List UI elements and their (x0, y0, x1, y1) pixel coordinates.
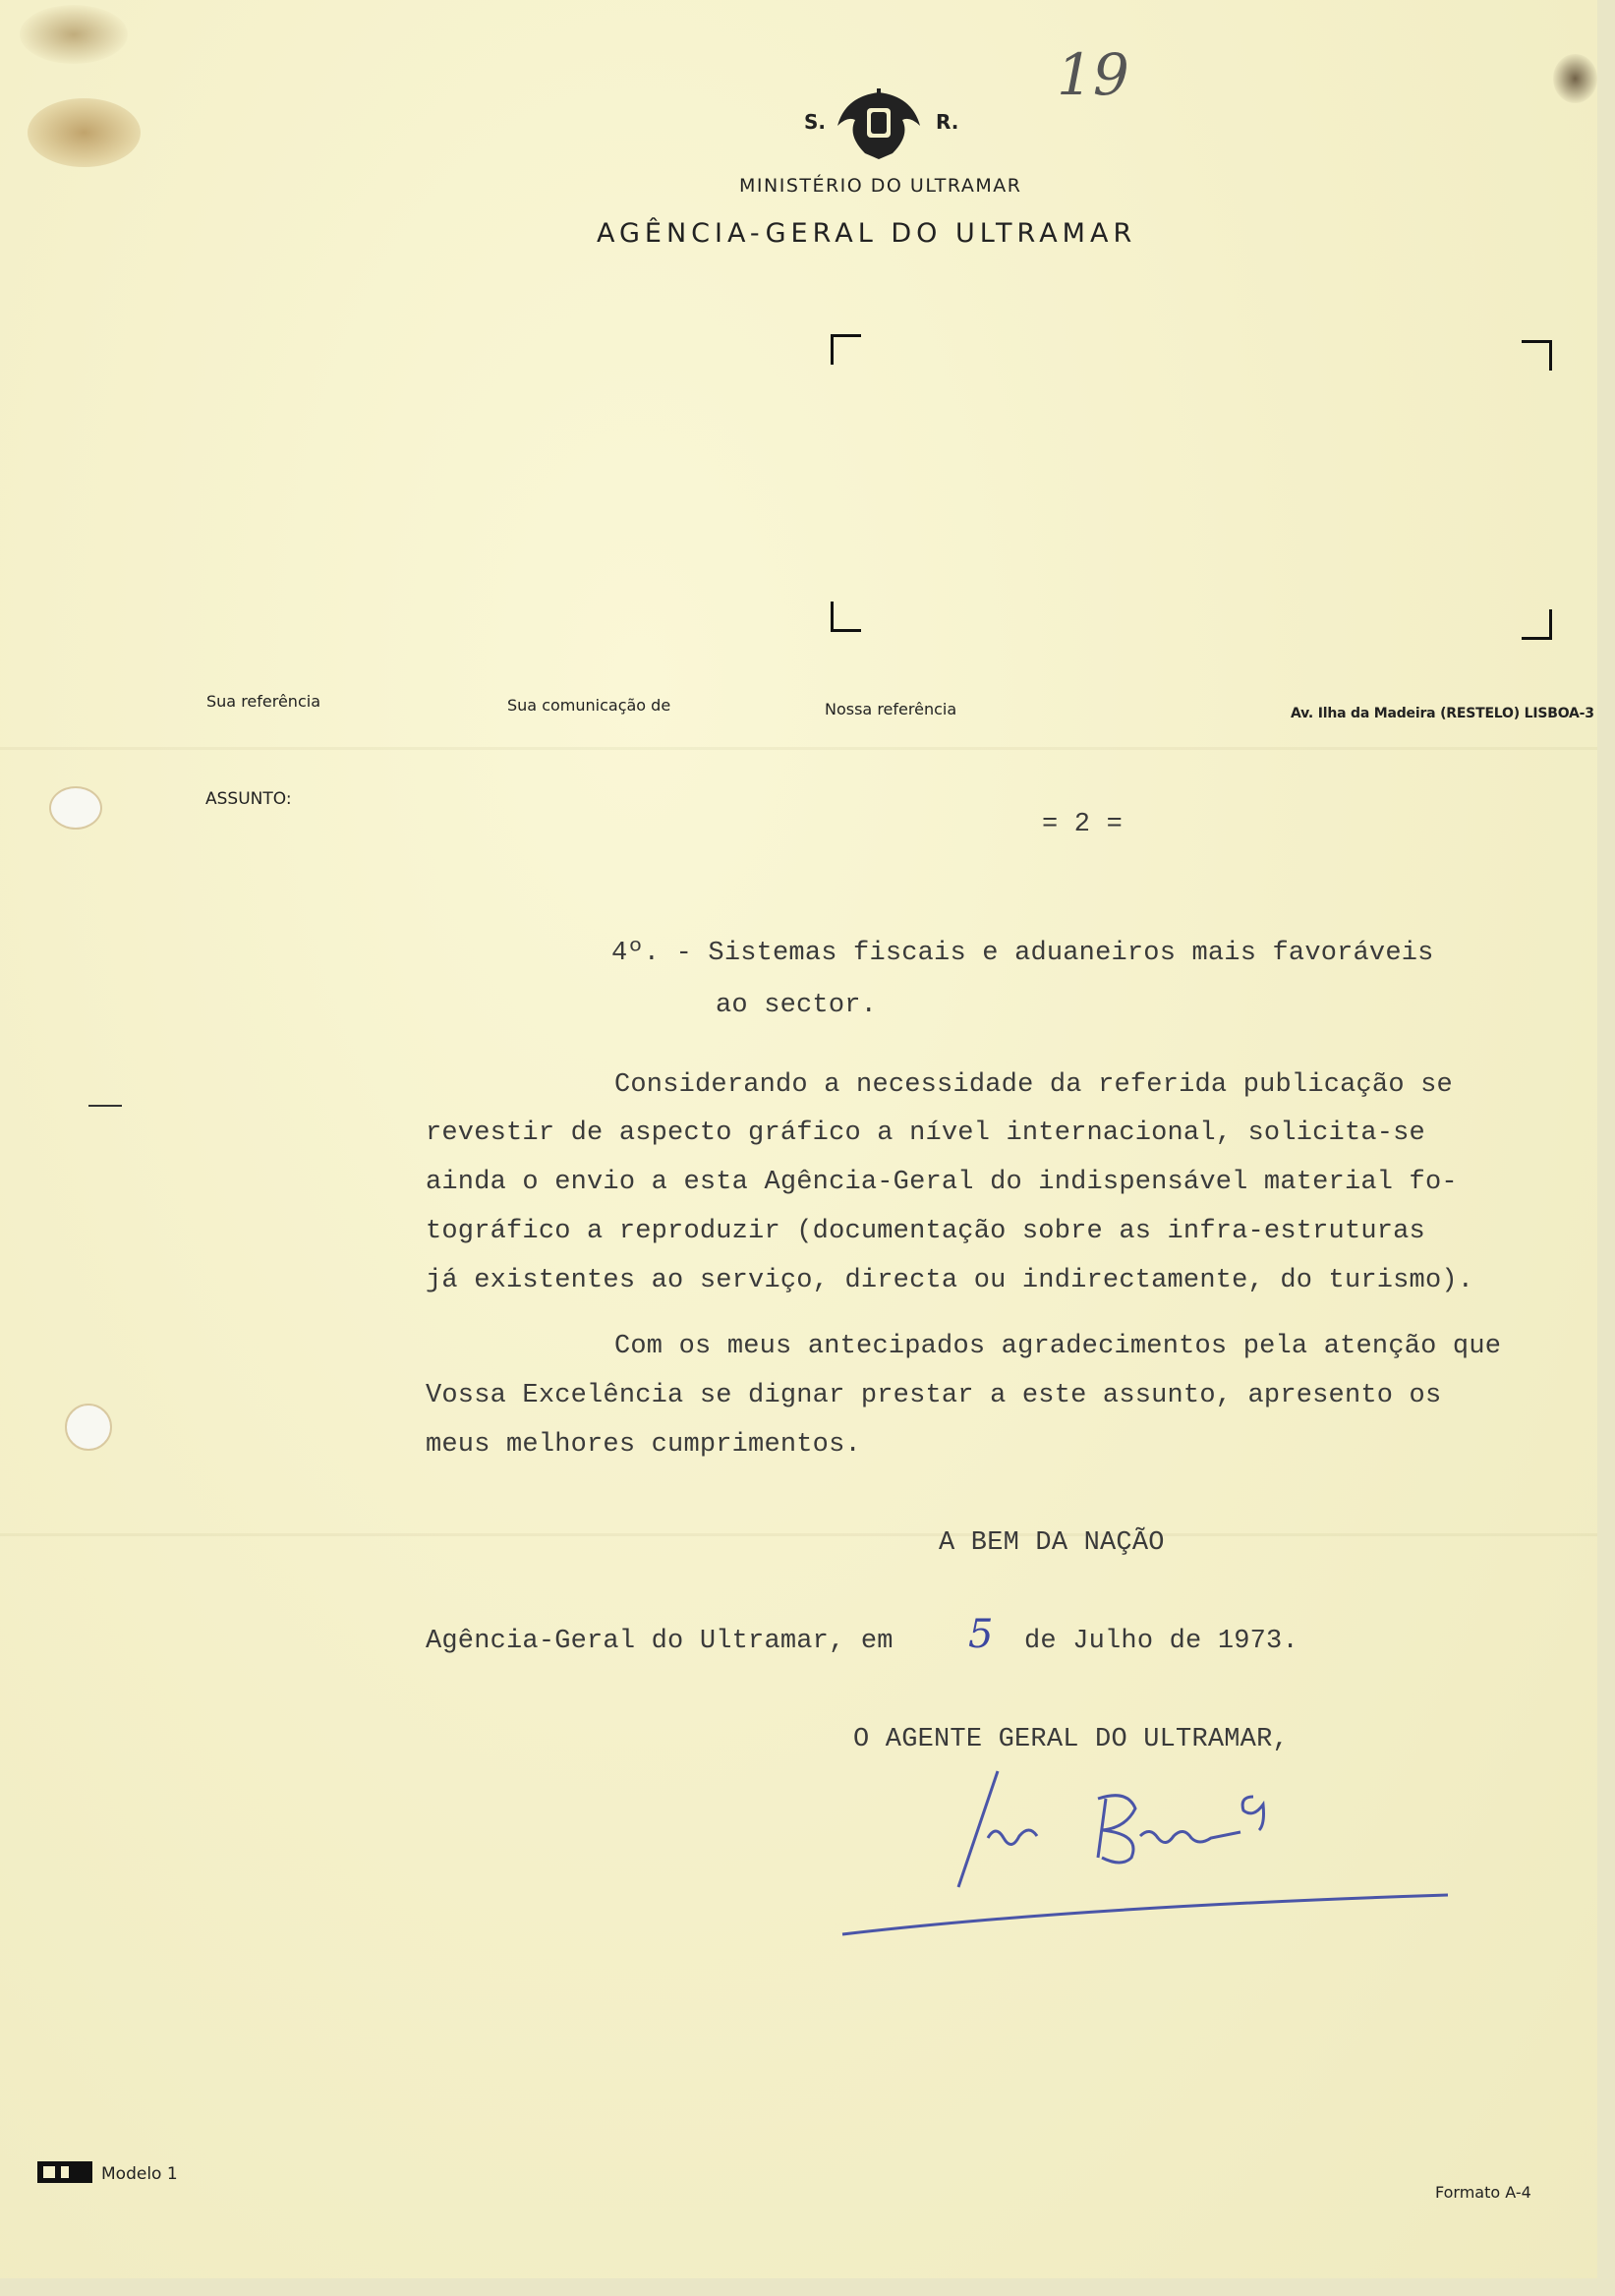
punch-hole (49, 786, 102, 830)
place-date-prefix: Agência-Geral do Ultramar, em (426, 1627, 894, 1656)
stain-mark (1553, 54, 1597, 103)
window-corner-top-right (1522, 340, 1552, 371)
item-line-2: ao sector. (716, 991, 878, 1020)
window-corner-bottom-right (1522, 609, 1552, 640)
stain-mark (28, 98, 141, 167)
paragraph-2-line-3: meus melhores cumprimentos. (426, 1430, 861, 1460)
paragraph-1-line-3: ainda o envio a esta Agência-Geral do indispensável material fo- (426, 1168, 1458, 1197)
paragraph-2-line-2: Vossa Excelência se dignar prestar a este assunto, apresento os (426, 1381, 1442, 1410)
paragraph-1-line-5: já existentes ao serviço, directa ou indirectamente, do turismo). (426, 1266, 1474, 1295)
punch-hole (65, 1404, 112, 1451)
paper-crease (0, 1533, 1597, 1536)
coat-of-arms-icon (832, 86, 926, 161)
paragraph-1-line-1: Considerando a necessidade da referida publicação se (614, 1070, 1453, 1100)
page-number: = 2 = (1042, 810, 1124, 839)
paper-format: Formato A-4 (1435, 2183, 1531, 2202)
form-model: Modelo 1 (101, 2164, 178, 2184)
agency-address: Av. Ilha da Madeira (RESTELO) LISBOA-3 (1291, 706, 1594, 721)
handwritten-page-mark: 19 (1057, 41, 1129, 108)
paragraph-2-line-1: Com os meus antecipados agradecimentos pela atenção que (614, 1332, 1502, 1361)
stain-mark (20, 5, 128, 64)
handwritten-day: 5 (968, 1612, 994, 1657)
agency-name: AGÊNCIA-GERAL DO ULTRAMAR (597, 218, 1137, 249)
seal-letter-right: R. (936, 110, 959, 134)
window-corner-bottom-left (831, 602, 861, 632)
date-suffix: de Julho de 1973. (1024, 1627, 1298, 1656)
field-assunto: ASSUNTO: (205, 789, 292, 809)
ministry-name: MINISTÉRIO DO ULTRAMAR (739, 175, 1022, 197)
paragraph-1-line-4: tográfico a reproduzir (documentação sobre as infra-estruturas (426, 1217, 1425, 1246)
field-nossa-referencia: Nossa referência (825, 700, 957, 718)
window-corner-top-left (831, 334, 861, 365)
paper-crease (0, 747, 1597, 750)
field-sua-referencia: Sua referência (206, 692, 320, 711)
margin-tick (88, 1105, 122, 1107)
field-sua-comunicacao: Sua comunicação de (507, 696, 671, 715)
motto: A BEM DA NAÇÃO (939, 1528, 1165, 1558)
printer-logo-icon (37, 2161, 92, 2183)
seal-letter-left: S. (804, 110, 827, 134)
signature (840, 1759, 1470, 1946)
item-line-1: 4º. - Sistemas fiscais e aduaneiros mais favoráveis (611, 939, 1434, 968)
paragraph-1-line-2: revestir de aspecto gráfico a nível internacional, solicita-se (426, 1119, 1425, 1148)
signatory-title: O AGENTE GERAL DO ULTRAMAR, (853, 1725, 1289, 1754)
